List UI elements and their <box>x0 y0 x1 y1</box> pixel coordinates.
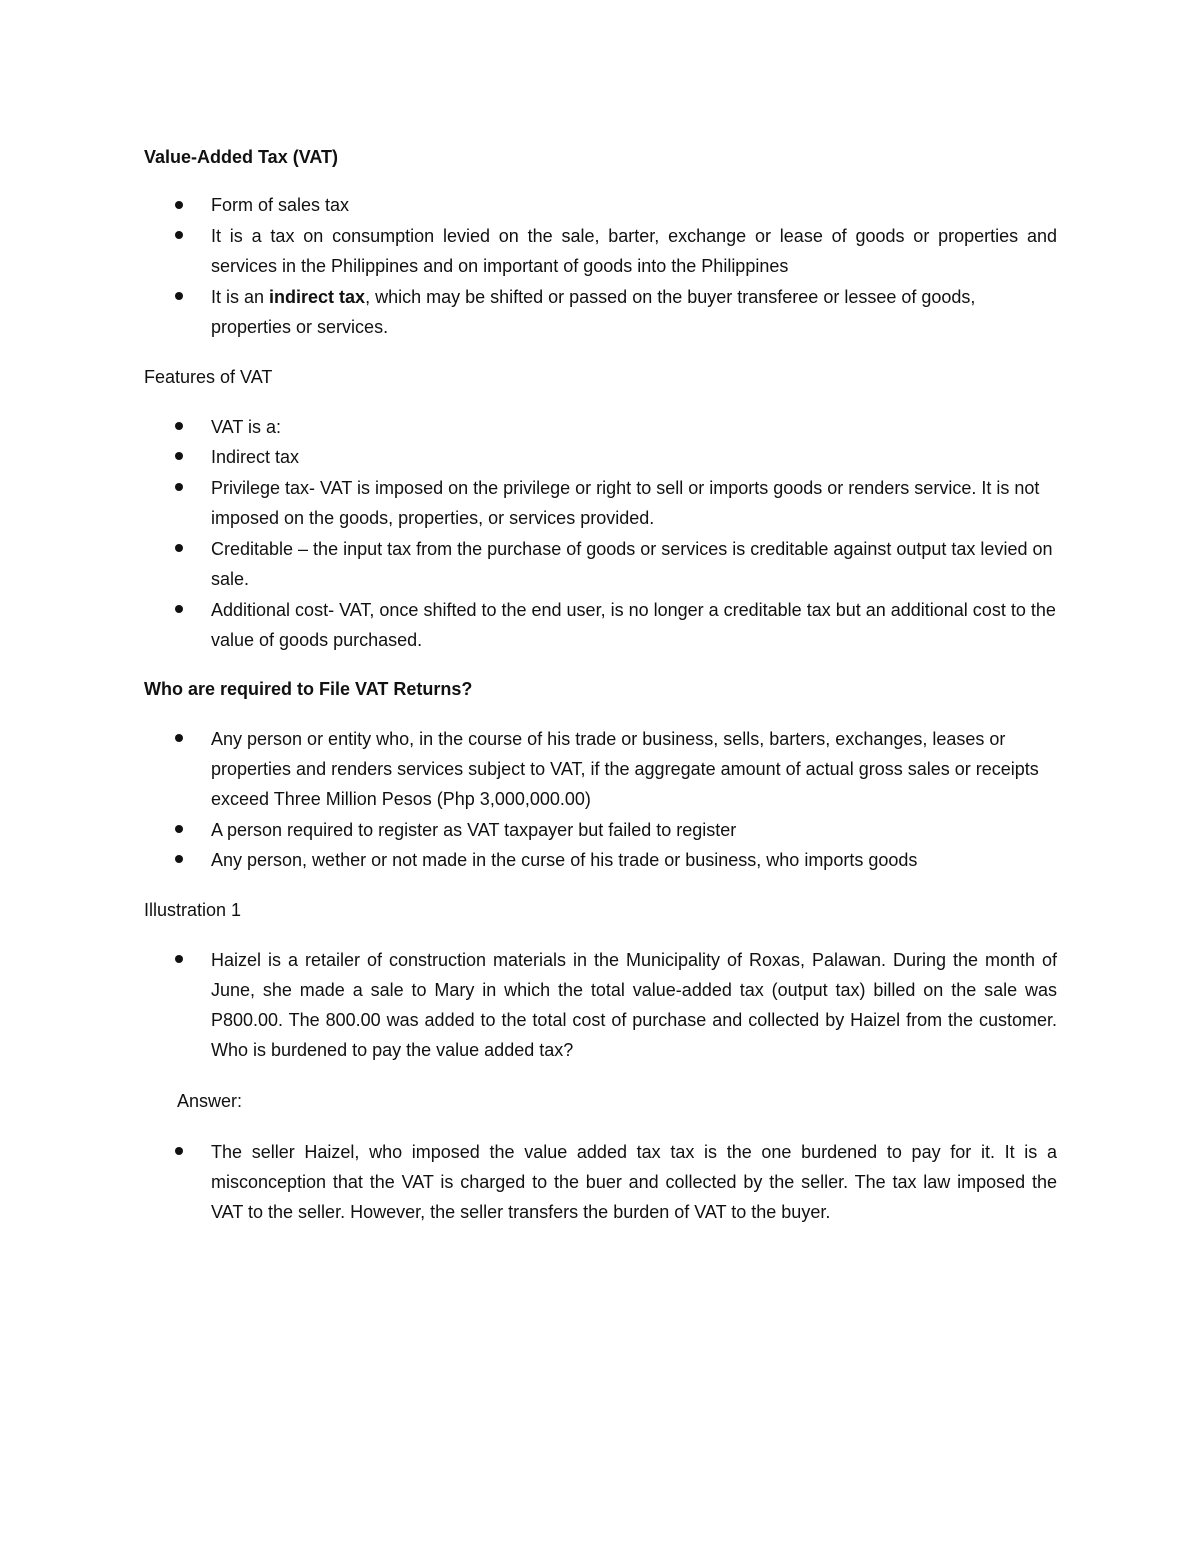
bullet-icon <box>175 605 183 613</box>
illustration-heading: Illustration 1 <box>144 900 242 920</box>
list-item-text: Haizel is a retailer of construction materials in the Municipality of Roxas, Palawan. During the month of June, she made a sale to Mary in which the total value-added tax (output tax) billed on the sale was P800.00. The 800.00 was added to the total cost of purchase and collected by Haizel from the customer. Who is burdened to pay the value added tax? <box>211 950 1057 1060</box>
bullet-icon <box>175 1147 183 1155</box>
list-item-text: VAT is a: <box>211 417 282 437</box>
list-item-text <box>211 282 1057 342</box>
features-heading: Features of VAT <box>144 367 273 387</box>
text-run: It is an <box>211 287 270 307</box>
indirect-tax-emphasis: indirect tax <box>269 287 366 307</box>
bullet-icon <box>175 292 183 300</box>
text-run: , which may be shifted or passed on the buyer transferee or lessee of goods, properties or services. <box>211 287 976 337</box>
list-item-text: Any person, wether or not made in the curse of his trade or business, who imports goods <box>211 850 918 870</box>
list-item-text: Creditable – the input tax from the purchase of goods or services is creditable against output tax levied on sale. <box>211 539 1053 589</box>
document-title: Value-Added Tax (VAT) <box>144 147 339 167</box>
bullet-icon <box>175 483 183 491</box>
bullet-icon <box>175 201 183 209</box>
list-item-text: It is a tax on consumption levied on the sale, barter, exchange or lease of goods or properties and services in the Philippines and on important of goods into the Philippines <box>211 226 1057 276</box>
list-item-text: Privilege tax- VAT is imposed on the privilege or right to sell or imports goods or renders service. It is not imposed on the goods, properties, or services provided. <box>211 478 1040 528</box>
bullet-icon <box>175 955 183 963</box>
bullet-icon <box>175 544 183 552</box>
bullet-icon <box>175 825 183 833</box>
list-item-text: Indirect tax <box>211 447 300 467</box>
list-item-text: A person required to register as VAT taxpayer but failed to register <box>211 820 737 840</box>
filers-heading: Who are required to File VAT Returns? <box>144 679 473 699</box>
list-item-text: Any person or entity who, in the course of his trade or business, sells, barters, exchanges, leases or properties and renders services subject to VAT, if the aggregate amount of actual gross sales or receipts exceed Three Million Pesos (Php 3,000,000.00) <box>211 729 1039 809</box>
list-item-text: The seller Haizel, who imposed the value added tax tax is the one burdened to pay for it. It is a misconception that the VAT is charged to the buer and collected by the seller. The tax law imposed the VAT to the seller. However, the seller transfers the burden of VAT to the buyer. <box>211 1142 1057 1222</box>
bullet-icon <box>175 231 183 239</box>
list-item-text: Additional cost- VAT, once shifted to the end user, is no longer a creditable tax but an additional cost to the value of goods purchased. <box>211 600 1056 650</box>
bullet-icon <box>175 452 183 460</box>
bullet-icon <box>175 734 183 742</box>
answer-label: Answer: <box>177 1091 243 1111</box>
bullet-icon <box>175 855 183 863</box>
bullet-icon <box>175 422 183 430</box>
list-item-text: Form of sales tax <box>211 195 350 215</box>
